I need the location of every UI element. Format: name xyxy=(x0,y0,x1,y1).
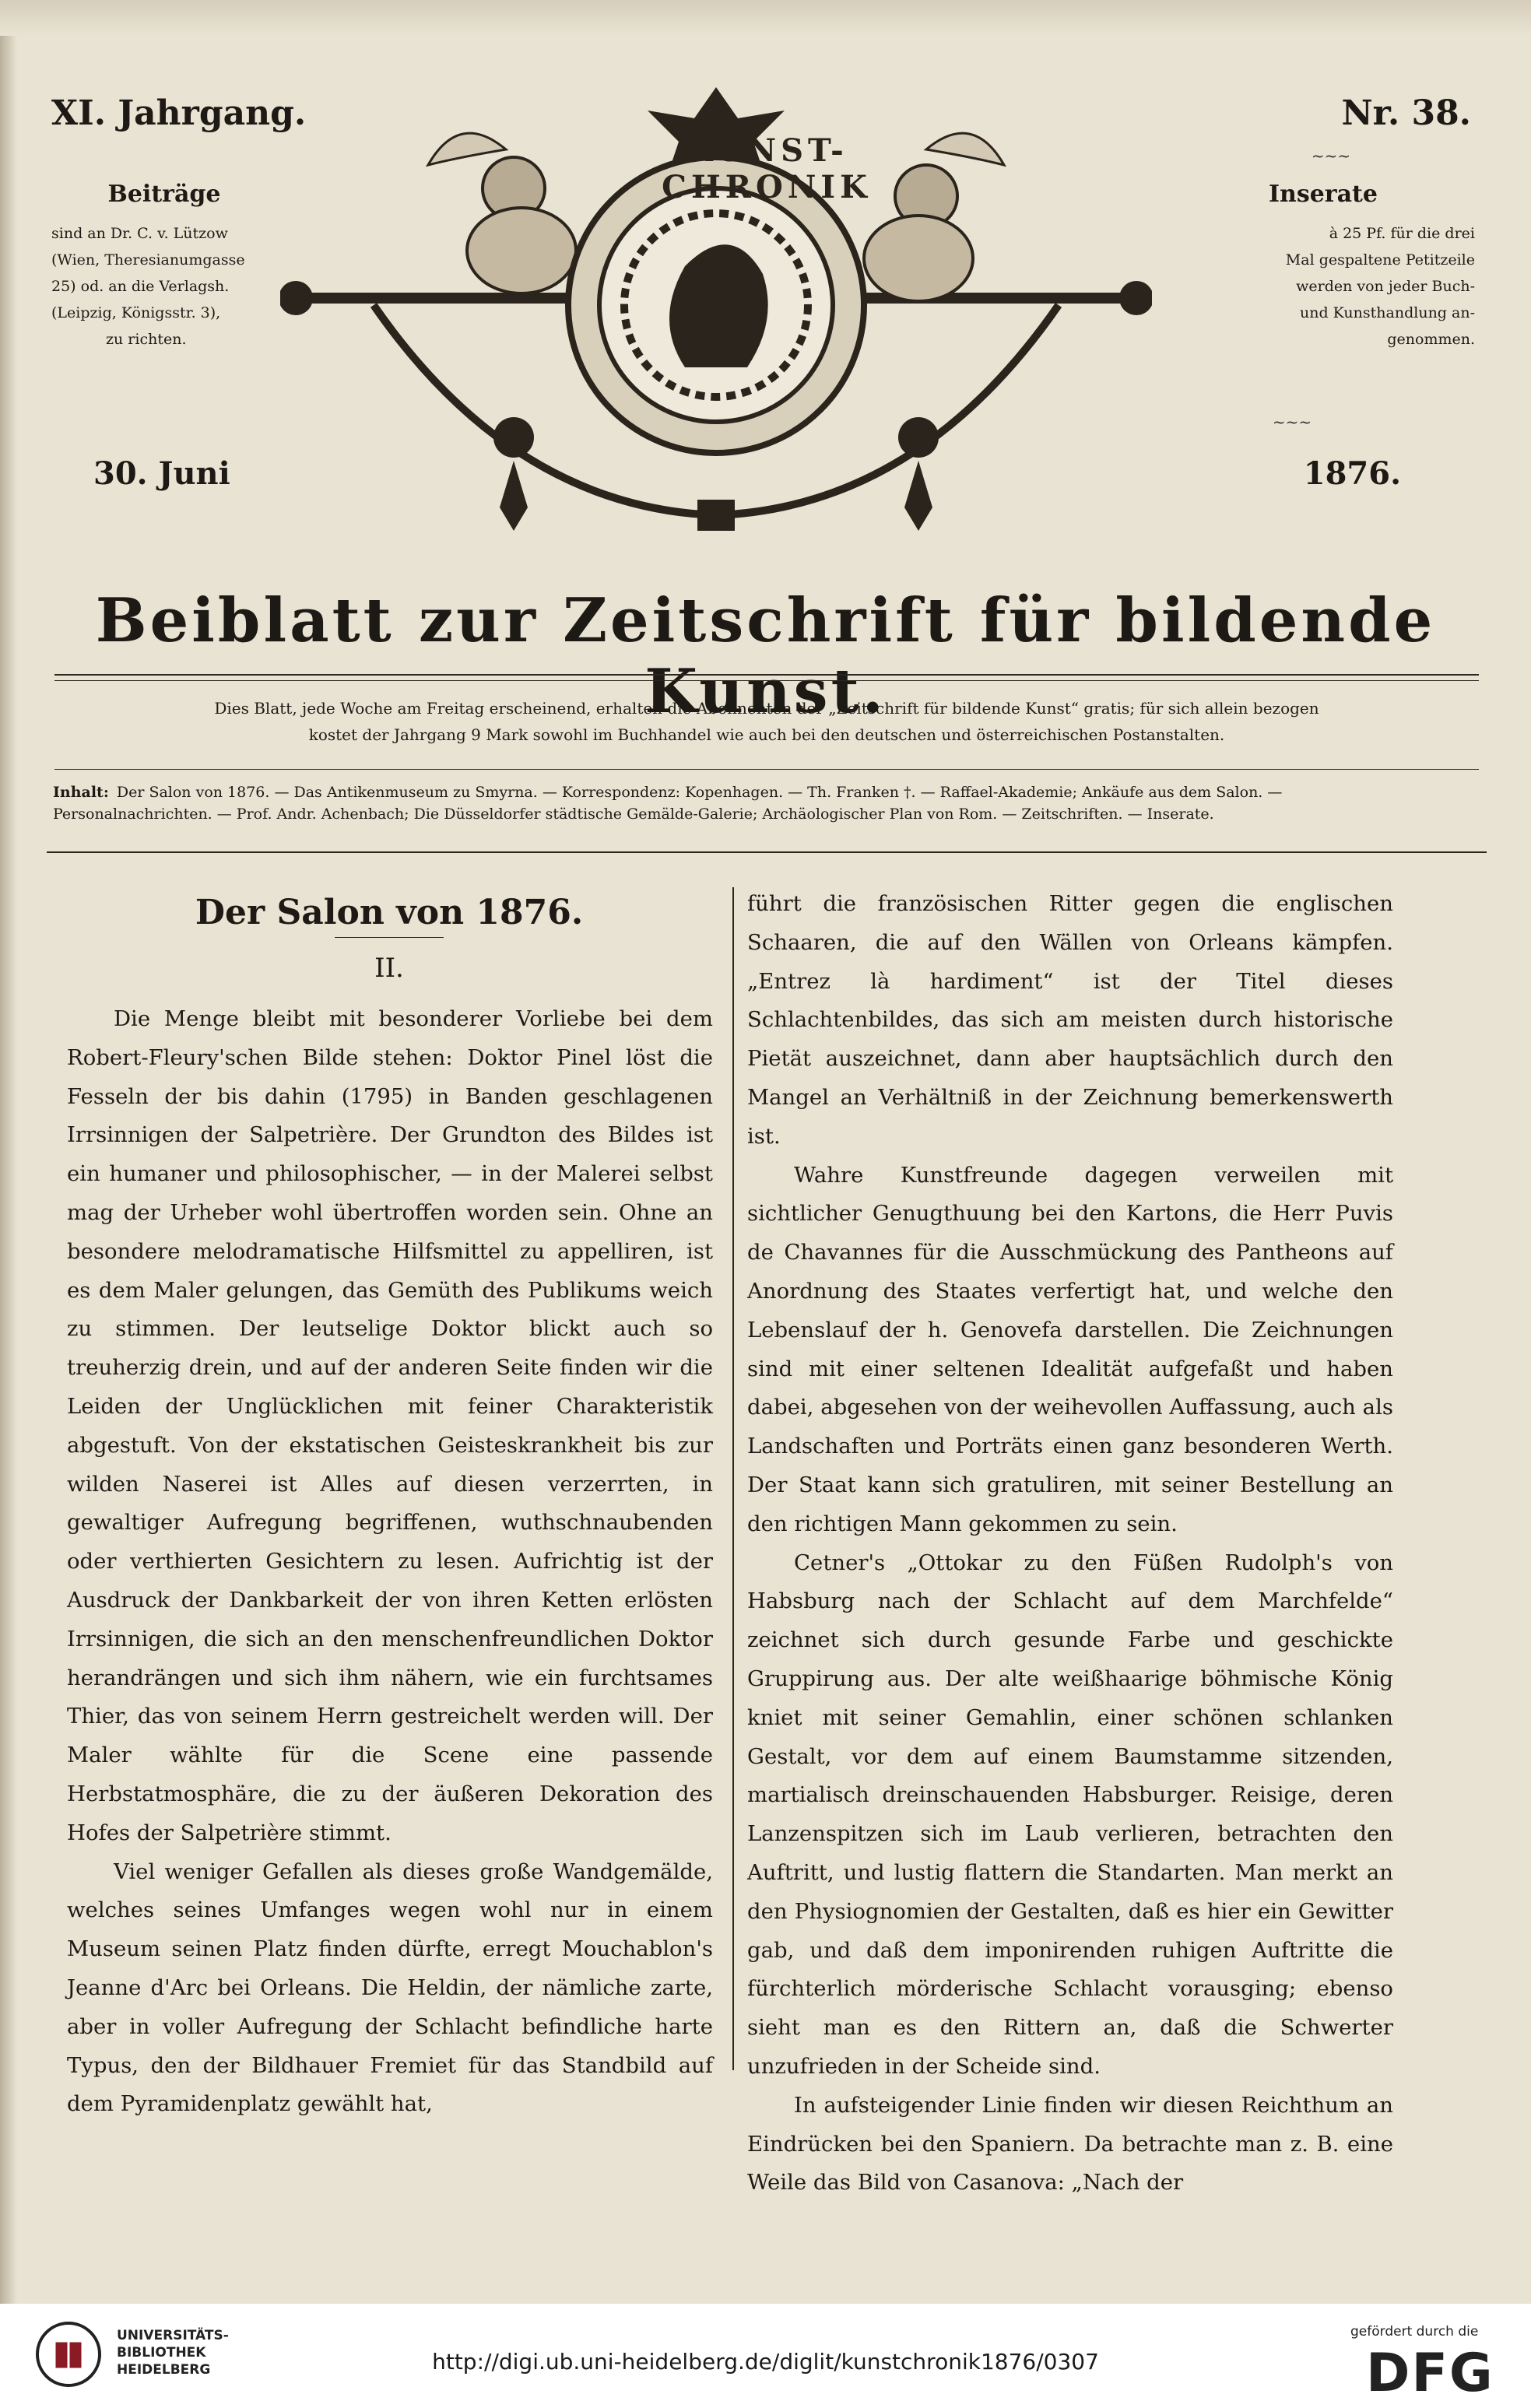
funding-label: gefördert durch die xyxy=(1350,2324,1479,2340)
subscription-notice xyxy=(117,695,1417,748)
contributions-box xyxy=(51,181,277,353)
article-part-number: II. xyxy=(374,953,404,984)
ornament-squiggle: ~~~ xyxy=(1272,412,1312,431)
advertisements-line: werden von jeder Buch- xyxy=(1296,278,1475,295)
library-line: UNIVERSITÄTS- xyxy=(117,2328,229,2343)
contributions-line: 25) od. an die Verlagsh. xyxy=(51,278,230,295)
contributions-line: sind an Dr. C. v. Lützow xyxy=(51,225,228,242)
paragraph: Cetner's „Ottokar zu den Füßen Rudolph's von Habsburg nach der Schlacht auf dem Marchfelde“ zeichnet sich durch gesunde Farbe und geschickte Gruppirung aus. Der alte weißhaarige böhmische König kniet mit seiner Gemahlin, einer schönen schlanken Gestalt, vor dem auf einem Baumstamme sitzenden, martialisch dreinschauenden Habsburger. Reisige, deren Lanzenspitzen sich im Laub verlieren, betrachten den Auftritt, und lustig flattern die Standarten. Man merkt an den Physiognomien der Gestalten, daß es hier ein Gewitter gab, und daß dem imponirenden ruhigen Auftritte die fürchterlich mörderische Schlacht vorausging; ebenso sieht man es den Rittern an, daß die Schwerter unzufrieden in der Scheide sind. xyxy=(747,1550,1393,2079)
advertisements-line: à 25 Pf. für die drei xyxy=(1329,225,1475,242)
paragraph: Viel weniger Gefallen als dieses große Wandgemälde, welches seines Umfanges wegen wohl nur in einem Museum seinen Platz finden dürfte, erregt Mouchablon's Jeanne d'Arc bei Orleans. Die Heldin, der nämliche zarte, aber in voller Aufregung der Schlacht befindliche harte Typus, den der Bildhauer Fremiet für das Standbild auf dem Pyramidenplatz gewählt hat, xyxy=(67,1859,713,2117)
library-line: BIBLIOTHEK xyxy=(117,2345,206,2361)
advertisements-box xyxy=(1171,181,1475,353)
contributions-line: (Wien, Theresianumgasse xyxy=(51,251,245,269)
divider xyxy=(54,769,1479,770)
advertisements-line: und Kunsthandlung an- xyxy=(1299,304,1475,321)
table-of-contents xyxy=(53,781,1376,825)
issue-number: Nr. 38. xyxy=(1341,93,1471,133)
contributions-line: zu richten. xyxy=(106,331,187,348)
contributions-title: Beiträge xyxy=(107,181,221,208)
emblem-text: KUNST-CHRONIK xyxy=(662,132,872,205)
paragraph: Die Menge bleibt mit besonderer Vorliebe bei dem Robert-Fleury'schen Bilde stehen: Doktor Pinel löst die Fesseln der bis dahin (1795) in Banden geschlagenen Irrsinnigen der Salpetrière. Der Grundton des Bildes ist ein humaner und philosophischer, — in der Malerei selbst mag der Urheber wohl übertroffen worden sein. Ohne an besondere melodramatische Hilfsmittel zu appelliren, ist es dem Maler gelungen, das Gemüth des Publikums weich zu stimmen. Der leutselige Doktor blickt auch so treuherzig drein, und auf der anderen Seite finden wir die Leiden der Unglücklichen mit feiner Charakteristik abgestuft. Von der ekstatischen Geisteskrankheit bis zur wilden Naserei ist Alles auf diesen verzerrten, in gewaltiger Aufregung begriffenen, wuthschnaubenden oder verthierten Gesichtern zu lesen. Aufrichtig ist der Ausdruck der Dankbarkeit der von ihren Ketten erlösten Irrsinnigen, die sich an den menschenfreundlichen Doktor herandrängen und sich ihm nähern, wie ein furchtsames Thier, das von seinem Herrn gestreichelt werden will. Der Maler wählte für die Scene eine passende Herbstatmosphäre, die zu der äußeren Dekoration des Hofes der Salpetrière stimmt. xyxy=(67,1006,713,1845)
divider xyxy=(47,851,1487,853)
left-column xyxy=(67,1000,713,2124)
library-line: HEIDELBERG xyxy=(117,2362,211,2378)
pendant-right-icon xyxy=(904,461,932,531)
paragraph: In aufsteigender Linie finden wir diesen Reichthum an Eindrücken bei den Spaniern. Da betrachte man z. B. eine Weile das Bild von Casanova: „Nach der xyxy=(747,2092,1393,2196)
right-column xyxy=(747,885,1393,2203)
advertisements-line: genommen. xyxy=(1387,331,1475,348)
contents-text: Der Salon von 1876. — Das Antikenmuseum zu Smyrna. — Korrespondenz: Kopenhagen. — Th. Franken †. — Raffael-Akademie; Ankäufe aus dem Salon. — Personalnachrichten. — Prof. Andr. Achenbach; Die Düsseldorfer städtische Gemälde-Galerie; Archäologischer Plan von Rom. — Zeitschriften. — Inserate. xyxy=(53,784,1283,823)
contributions-line: (Leipzig, Königsstr. 3), xyxy=(51,304,221,321)
title-underline xyxy=(335,937,444,938)
issue-date: 30. Juni xyxy=(93,455,230,492)
pendant-left-icon xyxy=(500,461,528,531)
advertisements-title: Inserate xyxy=(1268,181,1378,208)
paragraph: führt die französischen Ritter gegen die englischen Schaaren, die auf den Wällen von Orleans kämpfen. „Entrez là hardiment“ ist der Titel dieses Schlachtenbildes, das sich am meisten durch historische Pietät auszeichnet, dann aber hauptsächlich durch den Mangel an Verhältniß in der Zeichnung bemerkenswerth ist. xyxy=(747,891,1393,1149)
divider xyxy=(54,674,1479,676)
advertisements-line: Mal gespaltene Petitzeile xyxy=(1285,251,1475,269)
column-divider xyxy=(732,887,734,2070)
divider xyxy=(54,680,1479,681)
source-url-link[interactable]: http://digi.ub.uni-heidelberg.de/diglit/kunstchronik1876/0307 xyxy=(432,2349,1099,2375)
page-top-shadow xyxy=(0,0,1531,36)
cherub-left-icon xyxy=(428,133,576,293)
page-edge-shadow xyxy=(0,0,17,2304)
contents-label: Inhalt: xyxy=(53,784,109,801)
dfg-logo: DFG xyxy=(1366,2343,1494,2404)
article-title: Der Salon von 1876. xyxy=(195,893,584,932)
advertisements-text xyxy=(1171,220,1475,353)
issue-year: 1876. xyxy=(1303,455,1401,492)
contributions-text xyxy=(51,220,277,353)
notice-line: kostet der Jahrgang 9 Mark sowohl im Buchhandel wie auch bei den deutschen und österreichischen Postanstalten. xyxy=(308,725,1225,744)
publication-title: Beiblatt zur Zeitschrift für bildende Kunst. xyxy=(95,585,1436,727)
notice-line: Dies Blatt, jede Woche am Freitag erscheinend, erhalten die Abonnenten der „Zeitschrift für bildende Kunst“ gratis; für sich allein bezogen xyxy=(214,699,1319,718)
ornament-squiggle: ~~~ xyxy=(1311,146,1351,165)
paragraph: Wahre Kunstfreunde dagegen verweilen mit sichtlicher Genugthuung bei den Kartons, die Herr Puvis de Chavannes für die Ausschmückung des Pantheons auf Anordnung des Staates verfertigt hat, und welche den Lebenslauf der h. Genovefa darstellen. Die Zeichnungen sind mit einer seltenen Idealität aufgefaßt und haben dabei, abgesehen von der weihevollen Auffassung, auch als Landschaften und Porträts einen ganz besonderen Werth. Der Staat kann sich gratuliren, mit seiner Bestellung an den richtigen Mann gekommen zu sein. xyxy=(747,1162,1393,1536)
volume-label: XI. Jahrgang. xyxy=(51,93,307,133)
